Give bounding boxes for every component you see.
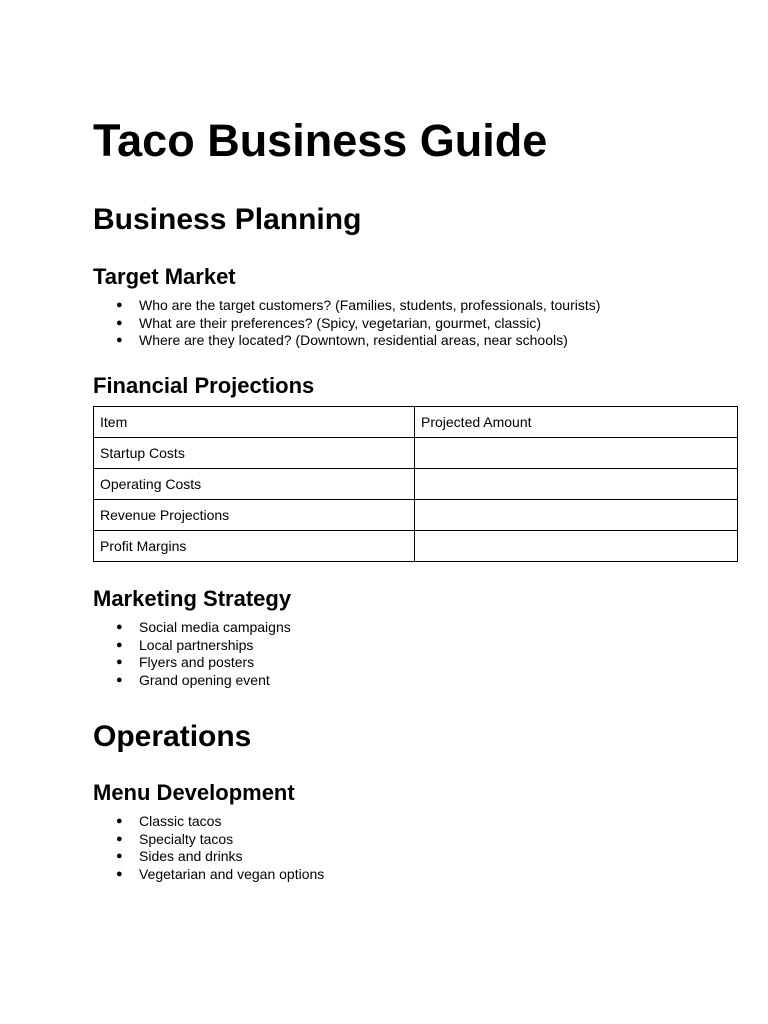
heading-target-market: Target Market xyxy=(93,264,236,289)
list-item xyxy=(93,332,600,350)
list-item-text: Local partnerships xyxy=(139,636,254,653)
table-cell-amount[interactable] xyxy=(415,500,738,531)
bullet-icon: ● xyxy=(116,638,123,651)
bullet-icon: ● xyxy=(116,815,123,827)
table-cell-amount[interactable] xyxy=(415,438,738,469)
table-cell-amount[interactable] xyxy=(415,531,738,562)
table-cell-item: Startup Costs xyxy=(94,438,415,469)
menu-development-list xyxy=(93,813,324,883)
list-item-text: Specialty tacos xyxy=(139,830,234,847)
bullet-icon: ● xyxy=(116,850,123,862)
list-item-text: What are their preferences? (Spicy, vegetarian, gourmet, classic) xyxy=(139,314,542,331)
list-item-text: Vegetarian and vegan options xyxy=(139,865,325,882)
financial-projections-table xyxy=(93,406,738,562)
table-row xyxy=(94,531,738,562)
table-row xyxy=(94,469,738,500)
table-row xyxy=(94,500,738,531)
list-item-text: Sides and drinks xyxy=(139,848,243,864)
table-header-row xyxy=(94,407,738,438)
table-row xyxy=(94,438,738,469)
list-item-text: Flyers and posters xyxy=(139,654,255,670)
heading-operations: Operations xyxy=(93,720,252,753)
list-item-text: Grand opening event xyxy=(139,671,270,688)
list-item xyxy=(93,866,324,884)
bullet-icon: ● xyxy=(116,656,123,668)
bullet-icon: ● xyxy=(116,334,123,346)
list-item-text: Classic tacos xyxy=(139,813,222,829)
bullet-icon: ● xyxy=(116,316,123,329)
list-item xyxy=(93,672,291,690)
bullet-icon: ● xyxy=(116,621,123,633)
list-item-text: Who are the target customers? (Families, students, professionals, tourists) xyxy=(139,297,601,313)
table-cell-item: Revenue Projections xyxy=(94,500,415,531)
list-item xyxy=(93,637,291,655)
marketing-strategy-list xyxy=(93,619,291,689)
list-item xyxy=(93,813,324,831)
list-item xyxy=(93,831,324,849)
heading-business-planning: Business Planning xyxy=(93,203,362,236)
list-item-text: Where are they located? (Downtown, residential areas, near schools) xyxy=(139,332,568,348)
heading-menu-development: Menu Development xyxy=(93,780,295,805)
table-cell-item: Profit Margins xyxy=(94,531,415,562)
bullet-icon: ● xyxy=(116,299,123,311)
heading-marketing-strategy: Marketing Strategy xyxy=(93,586,292,611)
column-header-projected-amount: Projected Amount xyxy=(415,407,738,438)
table-cell-amount[interactable] xyxy=(415,469,738,500)
column-header-item: Item xyxy=(94,407,415,438)
list-item xyxy=(93,297,600,315)
list-item-text: Social media campaigns xyxy=(139,619,291,635)
target-market-list xyxy=(93,297,600,350)
list-item xyxy=(93,654,291,672)
list-item xyxy=(93,315,600,333)
heading-financial-projections: Financial Projections xyxy=(93,373,315,398)
bullet-icon: ● xyxy=(116,867,123,880)
document-title: Taco Business Guide xyxy=(93,115,548,166)
list-item xyxy=(93,848,324,866)
bullet-icon: ● xyxy=(116,832,123,845)
bullet-icon: ● xyxy=(116,673,123,686)
table-cell-item: Operating Costs xyxy=(94,469,415,500)
list-item xyxy=(93,619,291,637)
